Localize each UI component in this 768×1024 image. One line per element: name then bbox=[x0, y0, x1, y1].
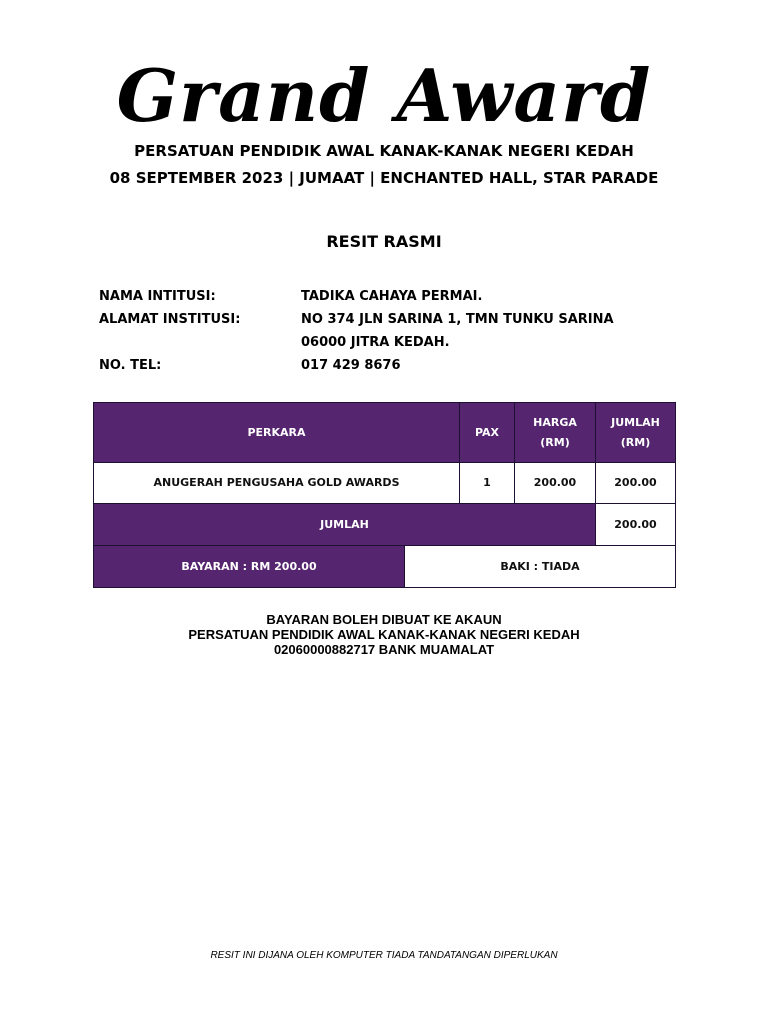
payment-amount: BAYARAN : RM 200.00 bbox=[93, 545, 405, 588]
tel-value: 017 429 8676 bbox=[301, 358, 401, 373]
name-value: TADIKA CAHAYA PERMAI. bbox=[301, 289, 483, 304]
sum-label: JUMLAH bbox=[93, 503, 596, 546]
receipt-title: RESIT RASMI bbox=[326, 232, 442, 251]
organization-name: PERSATUAN PENDIDIK AWAL KANAK-KANAK NEGERI KEDAH bbox=[134, 142, 634, 160]
event-details: 08 SEPTEMBER 2023 | JUMAAT | ENCHANTED HALL, STAR PARADE bbox=[109, 169, 659, 187]
address-line-2: 06000 JITRA KEDAH. bbox=[301, 335, 450, 350]
row-total: 200.00 bbox=[595, 462, 676, 504]
info-row-tel bbox=[99, 354, 679, 377]
header-pax: PAX bbox=[459, 402, 515, 463]
name-label: NAMA INTITUSI: bbox=[99, 289, 216, 304]
bank-details bbox=[0, 612, 768, 657]
sum-value: 200.00 bbox=[595, 503, 676, 546]
bank-line-2: PERSATUAN PENDIDIK AWAL KANAK-KANAK NEGERI KEDAH bbox=[188, 627, 580, 642]
balance-status: BAKI : TIADA bbox=[404, 545, 676, 588]
bank-line-3: 02060000882717 BANK MUAMALAT bbox=[273, 642, 495, 657]
bank-line-1: BAYARAN BOLEH DIBUAT KE AKAUN bbox=[266, 612, 502, 627]
header-item: PERKARA bbox=[93, 402, 460, 463]
header-total-label: JUMLAH bbox=[611, 415, 660, 429]
header-price bbox=[514, 402, 596, 463]
header-price-unit: (RM) bbox=[540, 435, 570, 449]
info-row-address bbox=[99, 308, 679, 331]
institution-info bbox=[99, 285, 679, 377]
row-item: ANUGERAH PENGUSAHA GOLD AWARDS bbox=[93, 462, 460, 504]
event-title: Grand Award bbox=[116, 53, 652, 138]
receipt-table bbox=[93, 402, 676, 588]
info-row-name bbox=[99, 285, 679, 308]
address-line-1: NO 374 JLN SARINA 1, TMN TUNKU SARINA bbox=[301, 312, 614, 327]
header-total-unit: (RM) bbox=[620, 435, 651, 449]
header-price-label: HARGA bbox=[533, 415, 577, 429]
tel-label: NO. TEL: bbox=[99, 358, 162, 373]
address-label: ALAMAT INSTITUSI: bbox=[99, 312, 241, 327]
row-pax: 1 bbox=[459, 462, 515, 504]
info-row-address-2 bbox=[99, 331, 679, 354]
header-total bbox=[595, 402, 676, 463]
footer-note: RESIT INI DIJANA OLEH KOMPUTER TIADA TANDATANGAN DIPERLUKAN bbox=[210, 950, 558, 961]
row-price: 200.00 bbox=[514, 462, 596, 504]
